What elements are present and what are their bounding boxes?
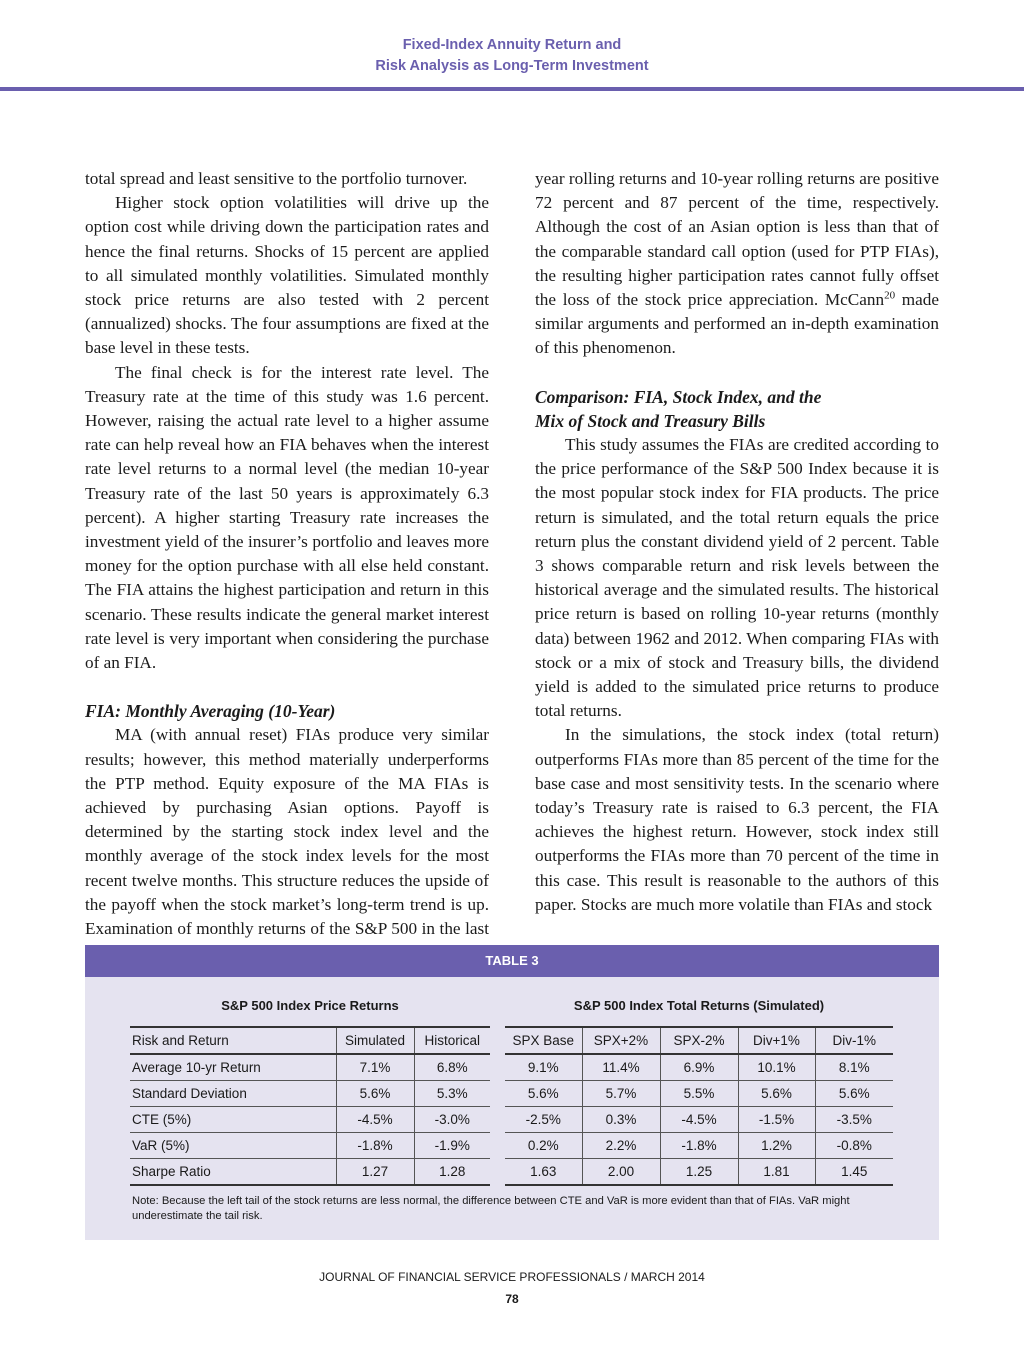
- table-cell: 10.1%: [738, 1054, 815, 1081]
- paragraph: This study assumes the FIAs are credited according to the price performance of the S&P 500 Index because it is the most popular stock index for FIA products. The price return is simulated, and the total return equals the price return plus the constant dividend yield of 2 percent. Table 3 shows comparable return and risk levels between the historical average and the simulated results. The historical price return is based on rolling 10-year returns (monthly data) between 1962 and 2012. When comparing FIAs with stock or a mix of stock and Treasury bills, the dividend yield is added to the simulated price returns to produce total returns.: [535, 435, 939, 721]
- column-header: SPX+2%: [582, 1027, 660, 1054]
- column-header: SPX Base: [505, 1027, 582, 1054]
- running-header-line2: Risk Analysis as Long-Term Investment: [375, 58, 649, 74]
- table-row: [130, 1133, 490, 1159]
- table-cell: 5.6%: [738, 1081, 815, 1107]
- footnote-ref: 20: [884, 289, 896, 302]
- table-cell: -4.5%: [336, 1107, 414, 1133]
- paragraph: In the simulations, the stock index (total return) outperforms FIAs more than 85 percent of the time for the base case and most sensitivity tests. In the scenario where today’s Treasury rate is raised to 6.3 percent, the FIA achieves the highest return. However, stock index still outperforms the FIAs more than 70 percent of the time in this case. This result is reasonable to the authors of this paper. Stocks are much more volatile than FIAs and stock: [535, 725, 939, 914]
- running-header-line1: Fixed-Index Annuity Return and: [402, 37, 622, 53]
- page-number: 78: [505, 1292, 519, 1306]
- table-cell: -1.8%: [660, 1133, 738, 1159]
- table-cell: -3.0%: [414, 1107, 490, 1133]
- row-label: CTE (5%): [130, 1107, 336, 1133]
- table-header-row: [505, 1027, 893, 1054]
- table-header-row: [130, 1027, 490, 1054]
- row-label: Standard Deviation: [130, 1081, 336, 1107]
- paragraph: year rolling returns and 10-year rolling returns are positive 72 percent and 87 percent of the time, respectively. Although the cost of an Asian option is less than that of the comparable standard call option (used for PTP FIAs), the resulting higher participation rates cannot fully offset the loss of the stock price appreciation. McCann$^{20}$ made similar arguments and performed an in-depth examination of this phenomenon.: [535, 169, 939, 358]
- table-cell: -1.9%: [414, 1133, 490, 1159]
- table-cell: 8.1%: [815, 1054, 893, 1081]
- table-row: [505, 1054, 893, 1081]
- table-row: [505, 1133, 893, 1159]
- table-row: [130, 1159, 490, 1186]
- table-cell: 1.2%: [738, 1133, 815, 1159]
- header-divider: [0, 87, 1024, 91]
- table-row: [130, 1054, 490, 1081]
- column-header: Simulated: [336, 1027, 414, 1054]
- table-cell: -1.8%: [336, 1133, 414, 1159]
- table-cell: -4.5%: [660, 1107, 738, 1133]
- table-label: TABLE 3: [85, 945, 939, 977]
- table-cell: 2.00: [582, 1159, 660, 1186]
- table-cell: 1.63: [505, 1159, 582, 1186]
- table-cell: 5.6%: [815, 1081, 893, 1107]
- column-header: Historical: [414, 1027, 490, 1054]
- table-cell: 0.3%: [582, 1107, 660, 1133]
- column-header: Div-1%: [815, 1027, 893, 1054]
- table-cell: 5.6%: [505, 1081, 582, 1107]
- table-cell: -0.8%: [815, 1133, 893, 1159]
- table-row: [505, 1159, 893, 1186]
- table-note: Note: Because the left tail of the stock returns are less normal, the difference between CTE and VaR is more evident than that of FIAs. VaR might underestimate the tail risk.: [132, 1195, 850, 1222]
- left-column: [85, 167, 489, 966]
- table-cell: 11.4%: [582, 1054, 660, 1081]
- table-cell: 2.2%: [582, 1133, 660, 1159]
- table-cell: 1.28: [414, 1159, 490, 1186]
- row-label: VaR (5%): [130, 1133, 336, 1159]
- price-returns-table: [130, 1026, 490, 1186]
- table-row: [505, 1107, 893, 1133]
- table-cell: 5.6%: [336, 1081, 414, 1107]
- table-cell: -1.5%: [738, 1107, 815, 1133]
- column-header: SPX-2%: [660, 1027, 738, 1054]
- table-row: [505, 1081, 893, 1107]
- table-left-title: S&P 500 Index Price Returns: [221, 998, 399, 1013]
- paragraph: Higher stock option volatilities will drive up the option cost while driving down the participation rates and hence the final returns. Shocks of 15 percent are applied to all simulated monthly volatilities. Simulated monthly stock price returns are also tested with 2 percent (annualized) shocks. The four assumptions are fixed at the base level in these tests.: [85, 193, 489, 358]
- table-row: [130, 1107, 490, 1133]
- table-cell: 1.27: [336, 1159, 414, 1186]
- table-cell: 1.45: [815, 1159, 893, 1186]
- table-cell: -2.5%: [505, 1107, 582, 1133]
- table-cell: 6.8%: [414, 1054, 490, 1081]
- table-cell: 6.9%: [660, 1054, 738, 1081]
- table-cell: 9.1%: [505, 1054, 582, 1081]
- paragraph: total spread and least sensitive to the portfolio turnover.: [85, 169, 468, 188]
- table-cell: 7.1%: [336, 1054, 414, 1081]
- table-right-title: S&P 500 Index Total Returns (Simulated): [573, 998, 825, 1013]
- section-heading: Comparison: FIA, Stock Index, and the Mix of Stock and Treasury Bills: [535, 386, 822, 431]
- table-cell: 5.7%: [582, 1081, 660, 1107]
- table-cell: 1.81: [738, 1159, 815, 1186]
- column-header: Risk and Return: [130, 1027, 336, 1054]
- right-column: [535, 167, 939, 917]
- footer-journal: JOURNAL OF FINANCIAL SERVICE PROFESSIONALS / MARCH 2014: [319, 1270, 705, 1284]
- row-label: Average 10-yr Return: [130, 1054, 336, 1081]
- section-heading: FIA: Monthly Averaging (10-Year): [85, 701, 336, 722]
- table-cell: -3.5%: [815, 1107, 893, 1133]
- paragraph: The final check is for the interest rate level. The Treasury rate at the time of this study was 1.6 percent. However, raising the actual rate level to a higher assume rate can help reveal how an FIA behaves when the interest rate level returns to a normal level (the median 10-year Treasury rate of the last 50 years is approximately 6.3 percent). A higher starting Treasury rate increases the investment yield of the insurer’s portfolio and leaves more money for the option purchase with all else held constant. The FIA attains the highest participation and return in this scenario. These results indicate the general market interest rate level is very important when considering the purchase of an FIA.: [85, 362, 489, 673]
- table-cell: 5.3%: [414, 1081, 490, 1107]
- paragraph: MA (with annual reset) FIAs produce very similar results; however, this method materially underperforms the PTP method. Equity exposure of the MA FIAs is achieved by purchasing Asian options. Payoff is determined by the starting stock index level and the monthly average of the stock index levels for the most recent twelve months. This structure reduces the upside of the payoff when the stock market’s long-term trend is up. Examination of monthly returns of the S&P 500 in the last: [85, 725, 489, 939]
- table-cell: 0.2%: [505, 1133, 582, 1159]
- column-header: Div+1%: [738, 1027, 815, 1054]
- table-cell: 5.5%: [660, 1081, 738, 1107]
- row-label: Sharpe Ratio: [130, 1159, 336, 1186]
- total-returns-table: [505, 1026, 893, 1186]
- table-row: [130, 1081, 490, 1107]
- table-cell: 1.25: [660, 1159, 738, 1186]
